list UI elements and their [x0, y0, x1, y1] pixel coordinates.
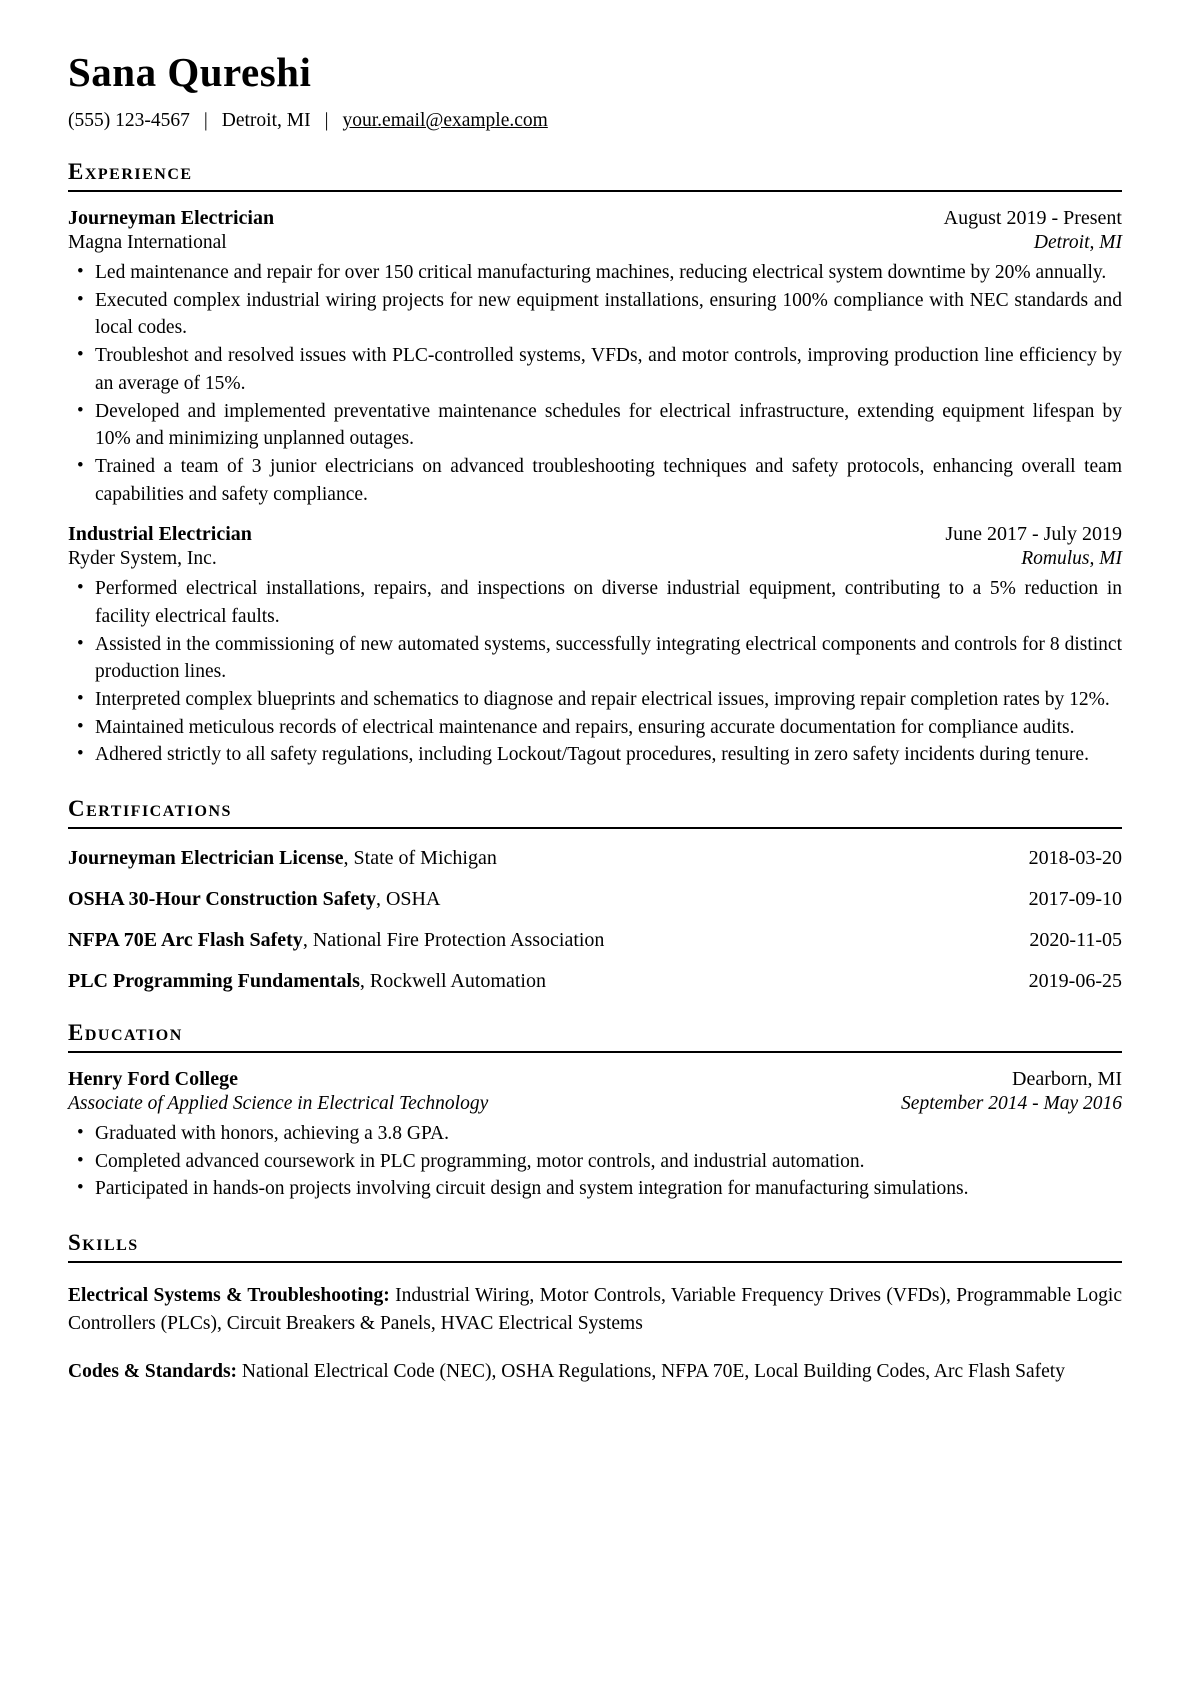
certification-date: 2020-11-05	[1029, 929, 1122, 952]
job-bullet-list	[68, 259, 1122, 508]
section-experience	[68, 159, 1122, 769]
certification-row	[68, 847, 1122, 870]
degree-name: Associate of Applied Science in Electrical Technology	[68, 1093, 489, 1115]
job-bullet-list	[68, 575, 1122, 769]
email-link[interactable]: your.email@example.com	[342, 110, 548, 132]
bullet-item: • Interpreted complex blueprints and schematics to diagnose and repair electrical issues, improving repair completion rates by 12%.	[68, 686, 1122, 714]
certification-date: 2019-06-25	[1028, 970, 1122, 993]
job-dates: August 2019 - Present	[943, 207, 1122, 230]
bullet-item: • Maintained meticulous records of electrical maintenance and repairs, ensuring accurate documentation for compliance audits.	[68, 714, 1122, 742]
skill-group-label: Electrical Systems & Troubleshooting:	[68, 1285, 390, 1307]
skills-section-title: Skills	[68, 1230, 1122, 1263]
certification-text	[68, 888, 440, 911]
certification-name: NFPA 70E Arc Flash Safety	[68, 929, 303, 952]
certification-text	[68, 847, 497, 870]
education-bullet-list	[68, 1120, 1122, 1203]
certification-issuer: , State of Michigan	[343, 847, 497, 870]
bullet-item: • Adhered strictly to all safety regulations, including Lockout/Tagout procedures, resulting in zero safety incidents during tenure.	[68, 741, 1122, 769]
job-dates: June 2017 - July 2019	[945, 523, 1122, 546]
certification-row	[68, 888, 1122, 911]
school-name: Henry Ford College	[68, 1068, 238, 1091]
experience-section-title: Experience	[68, 159, 1122, 192]
separator-bar: |	[203, 110, 208, 132]
skill-group	[68, 1282, 1122, 1339]
job-location: Detroit, MI	[1033, 232, 1122, 254]
section-education	[68, 1020, 1122, 1203]
certification-name: Journeyman Electrician License	[68, 847, 344, 870]
job-location: Romulus, MI	[1021, 548, 1122, 570]
separator-bar: |	[324, 110, 329, 132]
job-role: Journeyman Electrician	[68, 207, 275, 230]
skill-group	[68, 1358, 1122, 1386]
education-section-title: Education	[68, 1020, 1122, 1053]
job-entry	[68, 523, 1122, 769]
certification-date: 2017-09-10	[1028, 888, 1122, 911]
certification-issuer: , National Fire Protection Association	[302, 929, 605, 952]
bullet-item: • Developed and implemented preventative maintenance schedules for electrical infrastructure, extending equipment lifespan by 10% and minimizing unplanned outages.	[68, 398, 1122, 453]
skill-group-label: Codes & Standards:	[68, 1360, 238, 1382]
skill-group-text: Industrial Wiring, Motor Controls, Variable Frequency Drives (VFDs), Programmable Logic Controllers (PLCs), Circuit Breakers & Panels, HVAC Electrical Systems	[68, 1285, 1122, 1335]
job-company: Ryder System, Inc.	[68, 548, 217, 570]
certification-row	[68, 970, 1122, 993]
contact-line	[68, 110, 1122, 132]
certification-text	[68, 929, 604, 952]
location-text: Detroit, MI	[221, 110, 311, 132]
certification-row	[68, 929, 1122, 952]
bullet-item: • Participated in hands-on projects involving circuit design and system integration for manufacturing simulations.	[68, 1175, 1122, 1203]
certifications-section-title: Certifications	[68, 796, 1122, 829]
bullet-item: • Completed advanced coursework in PLC programming, motor controls, and industrial automation.	[68, 1148, 1122, 1176]
bullet-item: • Trained a team of 3 junior electricians on advanced troubleshooting techniques and safety protocols, enhancing overall team capabilities and safety compliance.	[68, 453, 1122, 508]
certification-date: 2018-03-20	[1028, 847, 1122, 870]
bullet-item: • Performed electrical installations, repairs, and inspections on diverse industrial equipment, contributing to a 5% reduction in facility electrical faults.	[68, 575, 1122, 630]
school-location: Dearborn, MI	[1012, 1068, 1122, 1091]
certification-issuer: , Rockwell Automation	[359, 970, 546, 993]
certification-issuer: , OSHA	[375, 888, 441, 911]
certification-text	[68, 970, 546, 993]
job-company: Magna International	[68, 232, 227, 254]
bullet-item: • Executed complex industrial wiring projects for new equipment installations, ensuring 100% compliance with NEC standards and local codes.	[68, 287, 1122, 342]
bullet-item: • Graduated with honors, achieving a 3.8 GPA.	[68, 1120, 1122, 1148]
skill-group-text: National Electrical Code (NEC), OSHA Regulations, NFPA 70E, Local Building Codes, Arc Flash Safety	[237, 1360, 1065, 1382]
job-role: Industrial Electrician	[68, 523, 252, 546]
phone-text: (555) 123-4567	[68, 110, 190, 132]
job-entry	[68, 207, 1122, 508]
section-certifications	[68, 796, 1122, 993]
bullet-item: • Led maintenance and repair for over 150 critical manufacturing machines, reducing electrical system downtime by 20% annually.	[68, 259, 1122, 287]
person-name: Sana Qureshi	[68, 49, 312, 95]
section-skills	[68, 1230, 1122, 1386]
bullet-item: • Troubleshot and resolved issues with PLC-controlled systems, VFDs, and motor controls, improving production line efficiency by an average of 15%.	[68, 342, 1122, 397]
bullet-item: • Assisted in the commissioning of new automated systems, successfully integrating electrical components and controls for 8 distinct production lines.	[68, 631, 1122, 686]
education-dates: September 2014 - May 2016	[901, 1093, 1122, 1115]
certification-name: OSHA 30-Hour Construction Safety	[68, 888, 376, 911]
certification-name: PLC Programming Fundamentals	[68, 970, 360, 993]
